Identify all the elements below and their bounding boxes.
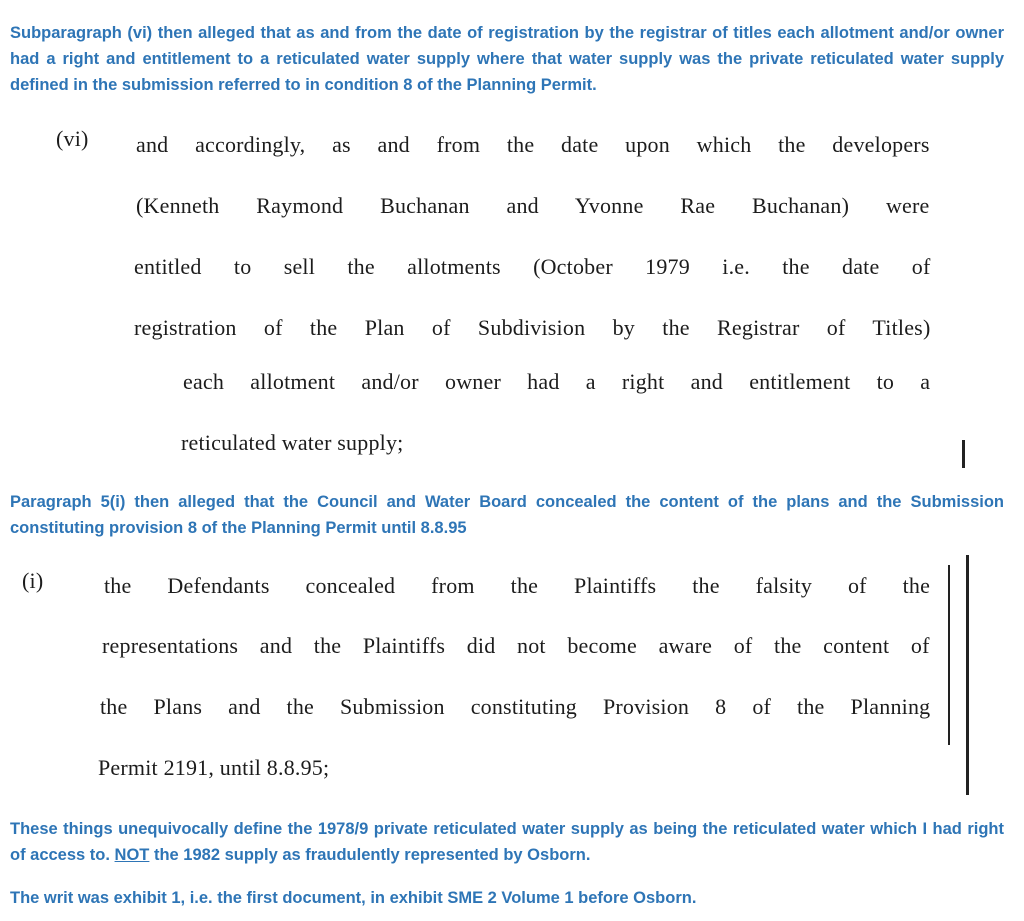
scan-line: the Defendants concealed from the Plaintiffs the falsity of the xyxy=(104,573,931,598)
scan-line: (Kenneth Raymond Buchanan and Yvonne Rae Buchanan) were xyxy=(136,193,930,218)
emphasis-not: NOT xyxy=(114,846,150,864)
paragraph-conclusion xyxy=(10,816,1004,868)
scan-line: and accordingly, as and from the date upon which the developers xyxy=(136,132,930,157)
scan-line: Permit 2191, until 8.8.95; xyxy=(98,755,330,780)
scan-line: reticulated water supply; xyxy=(181,430,404,455)
clause-marker: (vi) xyxy=(56,126,89,151)
scan-line: representations and the Plaintiffs did not become aware of the content of xyxy=(102,633,930,658)
conclusion-text-start: These things unequivocally define the 1978/9 private reticulated water supply as being the reticulated water which I had right of access to. xyxy=(10,820,1004,864)
scan-line: the Plans and the Submission constituting Provision 8 of the Planning xyxy=(100,694,931,719)
scan-line: registration of the Plan of Subdivision by the Registrar of Titles) xyxy=(134,315,931,340)
paragraph-subparagraph-vi: Subparagraph (vi) then alleged that as and from the date of registration by the registrar of titles each allotment and/or owner had a right and entitlement to a reticulated water supply where that water supply was the private reticulated water supply defined in the submission referred to in condition 8 of the Planning Permit. xyxy=(10,24,1004,94)
margin-bracket-left xyxy=(948,565,950,745)
clause-marker: (i) xyxy=(22,568,44,593)
scan-line: each allotment and/or owner had a right and entitlement to a xyxy=(183,369,931,394)
paragraph-5i: Paragraph 5(i) then alleged that the Council and Water Board concealed the content of the plans and the Submission constituting provision 8 of the Planning Permit until 8.8.95 xyxy=(10,493,1004,537)
margin-bracket-right xyxy=(966,555,969,795)
paragraph-writ: The writ was exhibit 1, i.e. the first document, in exhibit SME 2 Volume 1 before Osborn. xyxy=(10,889,697,907)
conclusion-text-end: the 1982 supply as fraudulently represented by Osborn. xyxy=(149,846,591,864)
scan-line: entitled to sell the allotments (October 1979 i.e. the date of xyxy=(134,254,931,279)
margin-mark xyxy=(962,440,965,468)
